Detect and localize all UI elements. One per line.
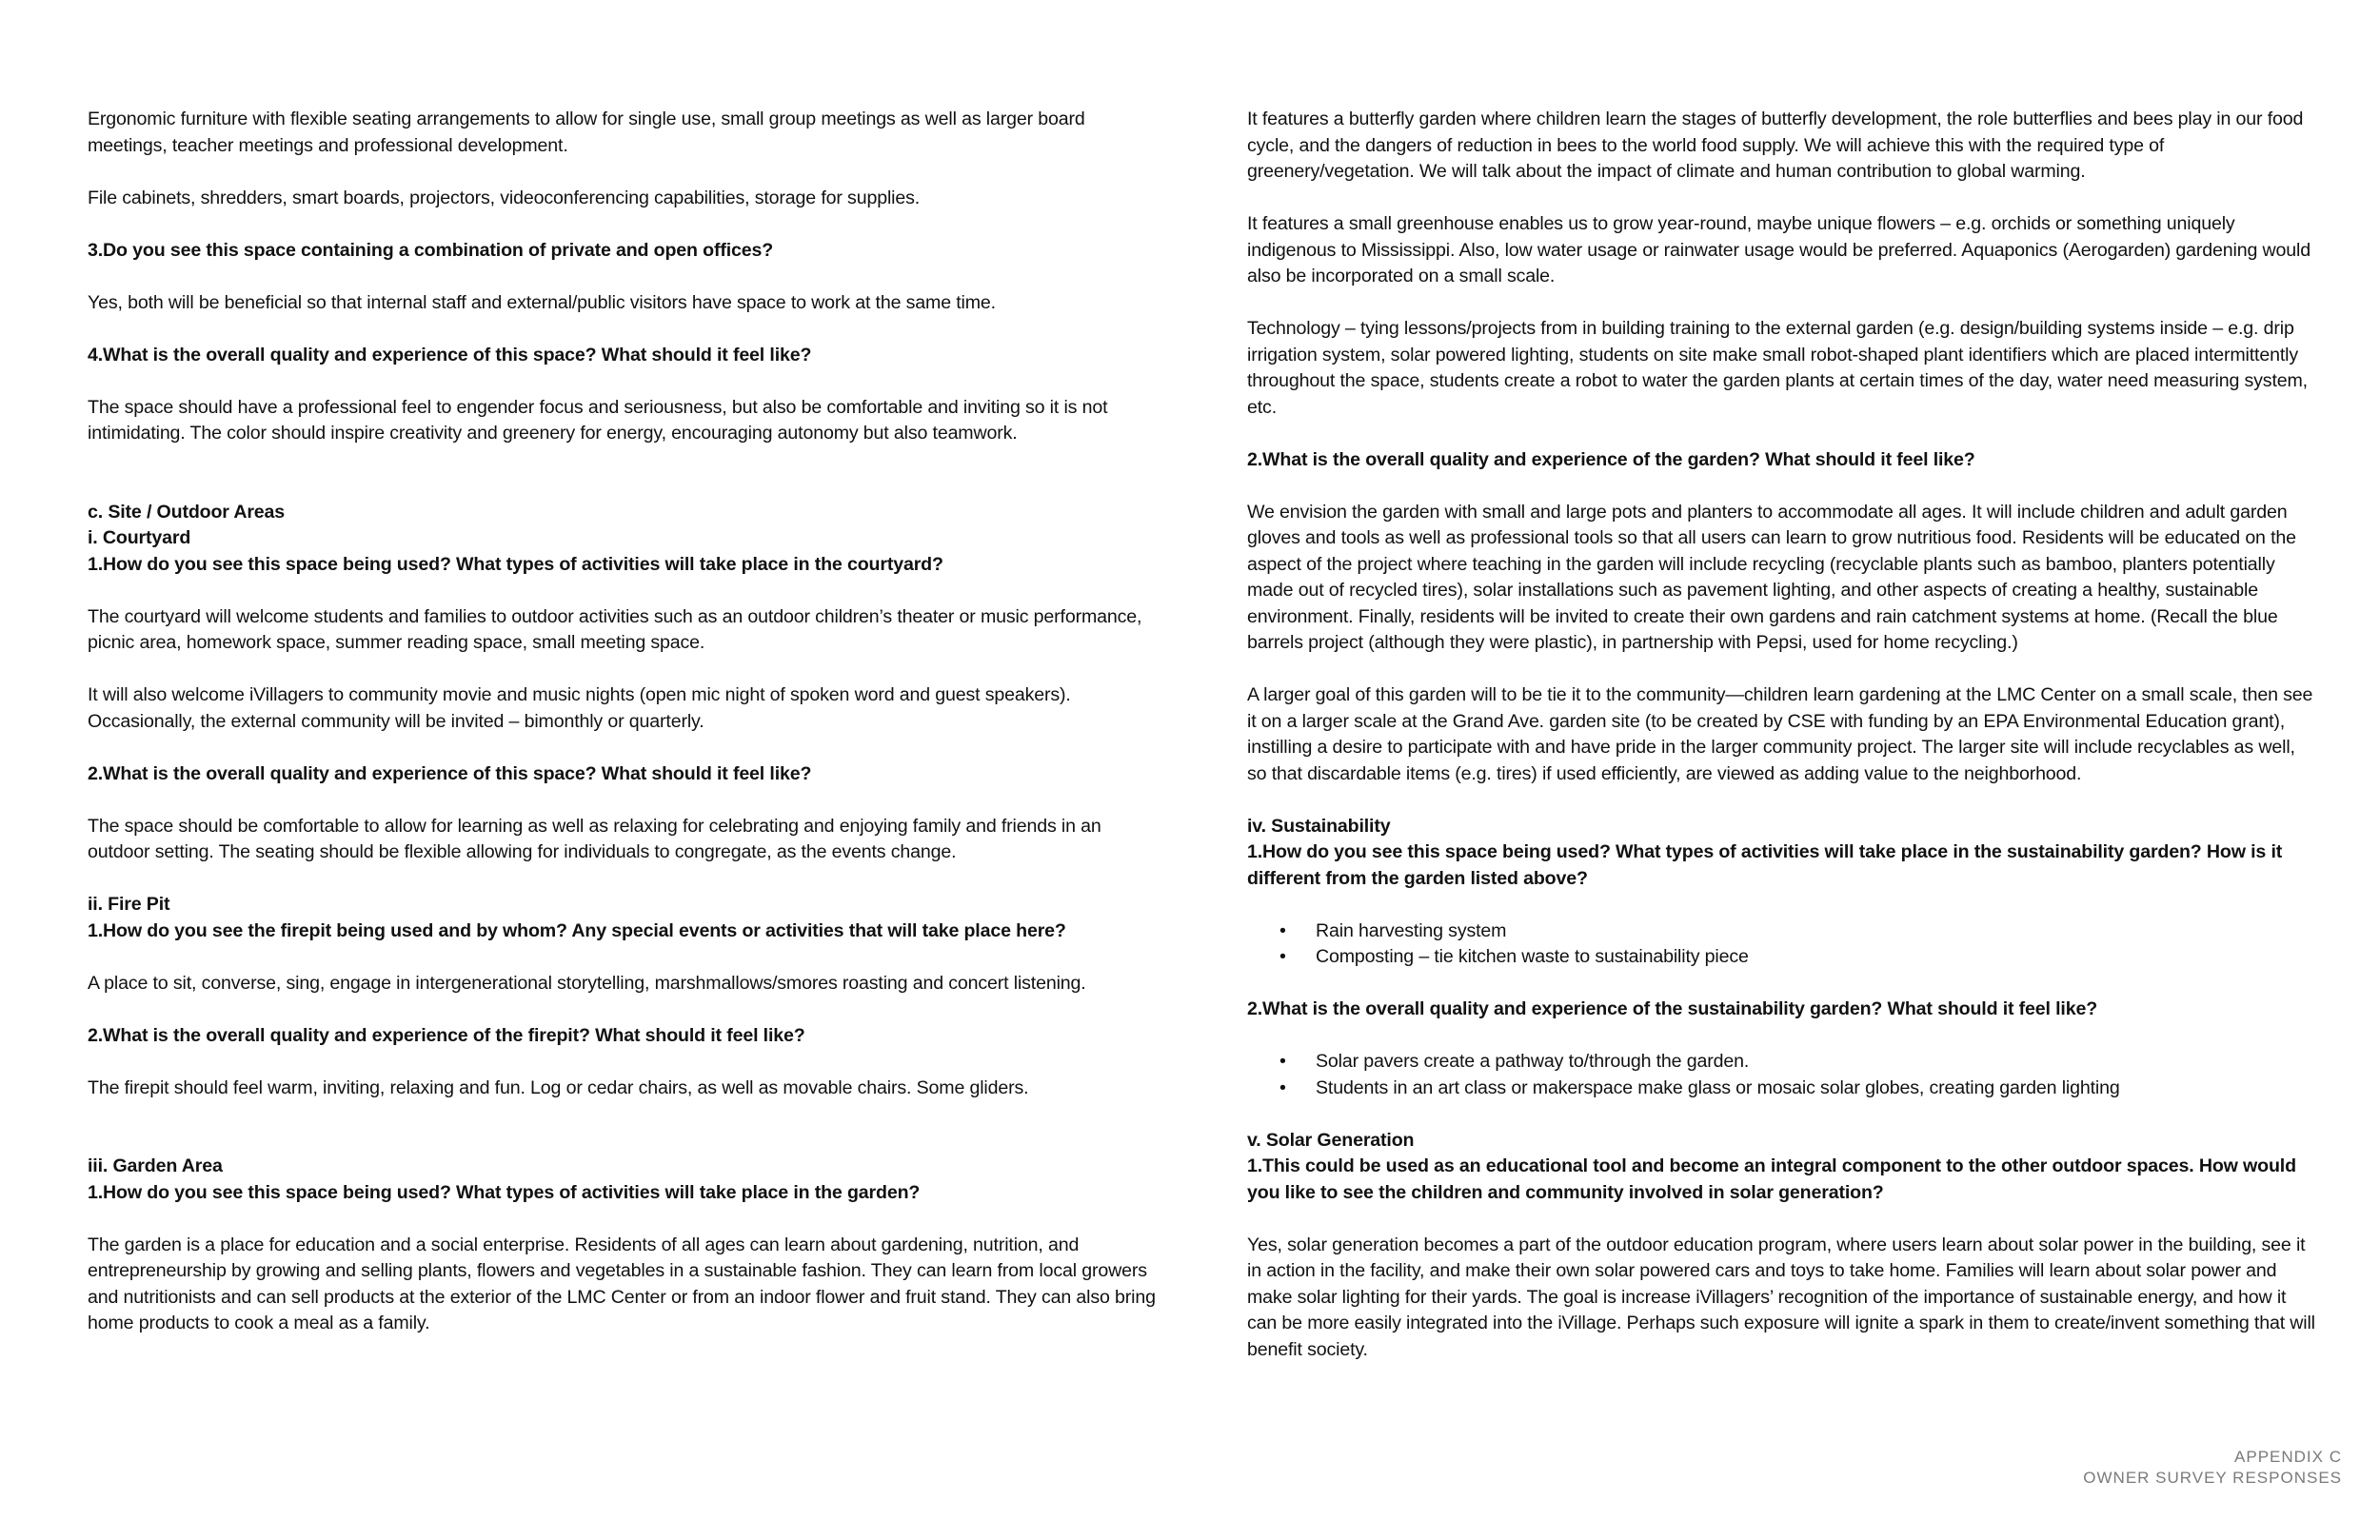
footer-appendix-label: APPENDIX C xyxy=(2234,1448,2342,1466)
page-footer xyxy=(2083,1447,2342,1489)
sustainability-list-2 xyxy=(1247,1049,2318,1101)
equipment-paragraph: File cabinets, shredders, smart boards, projectors, videoconferencing capabilities, storage for supplies. xyxy=(88,187,921,208)
section-c-heading: c. Site / Outdoor Areas xyxy=(88,501,286,523)
question-4: 4.What is the overall quality and experience of this space? What should it feel like? xyxy=(88,344,812,365)
question-3: 3.Do you see this space containing a combination of private and open offices? xyxy=(88,239,774,261)
sustainability-heading: iv. Sustainability xyxy=(1247,815,1391,837)
firepit-answer-2: The firepit should feel warm, inviting, relaxing and fun. Log or cedar chairs, as well as movable chairs. Some gliders. xyxy=(88,1076,1029,1098)
firepit-question-1: 1.How do you see the firepit being used and by whom? Any special events or activities that will take place here? xyxy=(88,919,1066,941)
greenhouse-paragraph: It features a small greenhouse enables us to grow year-round, maybe unique flowers – e.g. orchids or something uniquely indigenous to Mississippi. Also, low water usage or rainwater usage would be preferred. Aquaponics (Aerogarden) gardening would also be incorporated on a small scale. xyxy=(1247,213,2311,286)
garden-question-2: 2.What is the overall quality and experience of the garden? What should it feel like? xyxy=(1247,448,1975,470)
bullet-icon: • xyxy=(1279,919,1286,941)
courtyard-answer-1b: It will also welcome iVillagers to community movie and music nights (open mic night of spoken word and guest speakers). Occasionally, the external community will be invited – bimonthly or quarterly. xyxy=(88,684,1071,732)
sustainability-question-1: 1.How do you see this space being used? What types of activities will take place in the sustainability garden? How is it different from the garden listed above? xyxy=(1247,841,2283,889)
courtyard-answer-1a: The courtyard will welcome students and families to outdoor activities such as an outdoor children’s theater or music performance, picnic area, homework space, summer reading space, small meeting space. xyxy=(88,605,1142,653)
bullet-icon: • xyxy=(1279,1051,1286,1072)
list-item: • Rain harvesting system xyxy=(1316,918,2318,945)
list-item: • Solar pavers create a pathway to/through the garden. xyxy=(1316,1049,2318,1076)
left-column xyxy=(88,107,1159,1363)
furniture-paragraph: Ergonomic furniture with flexible seating arrangements to allow for single use, small group meetings as well as larger board meetings, teacher meetings and professional development. xyxy=(88,109,1085,156)
courtyard-question-2: 2.What is the overall quality and experience of this space? What should it feel like? xyxy=(88,762,812,784)
courtyard-question-1: 1.How do you see this space being used? What types of activities will take place in the courtyard? xyxy=(88,553,943,575)
garden-answer-1: The garden is a place for education and a social enterprise. Residents of all ages can learn about gardening, nutrition, and entrepreneurship by growing and selling plants, flowers and vegetables in a sustainable fashion. They can learn from local growers and nutritionists and can sell products at the exterior of the LMC Center or from an indoor flower and fruit stand. They can also bring home products to cook a meal as a family. xyxy=(88,1234,1156,1333)
garden-answer-2a: We envision the garden with small and large pots and planters to accommodate all ages. It will include children and adult garden gloves and tools as well as professional tools so that all users can learn to grow nutritious food. Residents will be educated on the aspect of the project where teaching in the garden will include recycling (recyclable plants such as bamboo, planters potentially made out of recycled tires), solar installations such as pavement lighting, and other aspects of creating a healthy, sustainable environment. Finally, residents will be invited to create their own gardens and rain catchment systems at home. (Recall the blue barrels project (although they were plastic), in partnership with Pepsi, used for home recycling.) xyxy=(1247,501,2296,653)
garden-answer-2b: A larger goal of this garden will to be tie it to the community—children learn gardening at the LMC Center on a small scale, then see it on a larger scale at the Grand Ave. garden site (to be created by CSE with funding by an EPA Environmental Education grant), instilling a desire to participate with and have pride in the larger community project. The larger site will include recyclables as well, so that discardable items (e.g. tires) if used efficiently, are viewed as adding value to the neighborhood. xyxy=(1247,684,2313,784)
bullet-icon: • xyxy=(1279,946,1286,967)
list-item: • Students in an art class or makerspace make glass or mosaic solar globes, creating garden lighting xyxy=(1316,1076,2318,1102)
solar-answer-1: Yes, solar generation becomes a part of the outdoor education program, where users learn about solar power in the building, see it in action in the facility, and make their own solar powered cars and toys to take home. Families will learn about solar power and make solar lighting for their yards. The goal is increase iVillagers’ recognition of the importance of sustainable energy, and how it can be more easily integrated into the iVillage. Perhaps such exposure will ignite a spark in them to create/invent something that will benefit society. xyxy=(1247,1234,2315,1360)
garden-heading: iii. Garden Area xyxy=(88,1155,223,1176)
sustainability-question-2: 2.What is the overall quality and experience of the sustainability garden? What should it feel like? xyxy=(1247,998,2098,1019)
sustainability-list-1 xyxy=(1247,918,2318,971)
solar-question-1: 1.This could be used as an educational tool and become an integral component to the other outdoor spaces. How would you like to see the children and community involved in solar generation? xyxy=(1247,1155,2296,1203)
garden-question-1: 1.How do you see this space being used? What types of activities will take place in the garden? xyxy=(88,1181,921,1203)
solar-heading: v. Solar Generation xyxy=(1247,1129,1415,1151)
courtyard-answer-2: The space should be comfortable to allow for learning as well as relaxing for celebrating and enjoying family and friends in an outdoor setting. The seating should be flexible allowing for individuals to congregate, as the events change. xyxy=(88,815,1101,862)
firepit-answer-1: A place to sit, converse, sing, engage in intergenerational storytelling, marshmallows/smores roasting and concert listening. xyxy=(88,972,1086,994)
firepit-question-2: 2.What is the overall quality and experience of the firepit? What should it feel like? xyxy=(88,1024,805,1046)
firepit-heading: ii. Fire Pit xyxy=(88,894,170,915)
answer-4: The space should have a professional feel to engender focus and seriousness, but also be comfortable and inviting so it is not intimidating. The color should inspire creativity and greenery for energy, encouraging autonomy but also teamwork. xyxy=(88,396,1108,444)
right-column xyxy=(1247,107,2318,1363)
answer-3: Yes, both will be beneficial so that internal staff and external/public visitors have space to work at the same time. xyxy=(88,291,996,313)
footer-section-label: OWNER SURVEY RESPONSES xyxy=(2083,1469,2342,1487)
bullet-icon: • xyxy=(1279,1076,1286,1098)
technology-paragraph: Technology – tying lessons/projects from in building training to the external garden (e.g. design/building systems inside – e.g. drip irrigation system, solar powered lighting, students on site make small robot-shaped plant identifiers which are placed intermittently throughout the space, students create a robot to water the garden plants at certain times of the day, water need measuring system, etc. xyxy=(1247,318,2308,418)
courtyard-heading: i. Courtyard xyxy=(88,527,191,548)
list-item: • Composting – tie kitchen waste to sustainability piece xyxy=(1316,944,2318,971)
butterfly-paragraph: It features a butterfly garden where children learn the stages of butterfly development, the role butterflies and bees play in our food cycle, and the dangers of reduction in bees to the world food supply. We will achieve this with the required type of greenery/vegetation. We will talk about the impact of climate and human contribution to global warming. xyxy=(1247,109,2304,182)
